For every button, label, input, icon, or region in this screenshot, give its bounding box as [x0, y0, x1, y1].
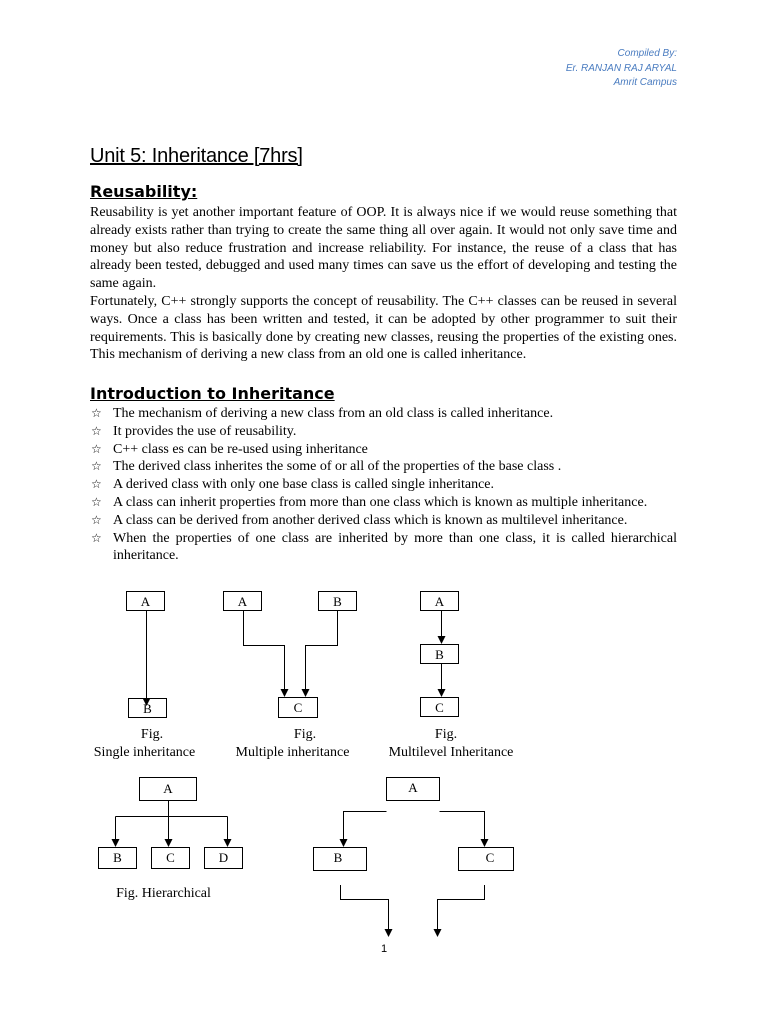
- star-outline-icon: ☆: [91, 530, 102, 545]
- reusability-paragraph-1: Reusability is yet another important feature of OOP. It is always nice if we would reuse something that already exists rather than trying to create the same thing all over again. It would not only save time and money but also reduce frustration and increase reliability. For instance, the reuse of a class that has already been tested, debugged and used many times can save us the effort of developing and testing the same again.: [90, 205, 677, 292]
- reusability-paragraph-2: Fortunately, C++ strongly supports the concept of reusability. The C++ classes can be reused in several ways. Once a class has been written and tested, it can be adopted by other programmer to suit their requirements. This is basically done by creating new classes, reusing the properties of the existing ones. This mechanism of deriving a new class from an old one is called inheritance.: [90, 293, 677, 363]
- hybrid-arrow-left: [344, 812, 387, 847]
- page-number: 1: [380, 943, 388, 955]
- hierarchical-caption: Fig. Hierarchical: [116, 886, 211, 901]
- multiple-base2-label: B: [333, 594, 342, 609]
- star-outline-icon: ☆: [91, 423, 102, 438]
- author-name: Er. RANJAN RAJ ARYAL: [565, 62, 677, 74]
- unit-title: Unit 5: Inheritance [7hrs]: [90, 145, 303, 167]
- hierarchical-base-label: A: [163, 781, 173, 796]
- single-derived-label: B: [143, 701, 152, 716]
- single-inheritance-diagram: [127, 592, 167, 718]
- list-item: ☆ C++ class es can be re-used using inheritance: [91, 441, 368, 457]
- list-item: ☆ The mechanism of deriving a new class from an old class is called inheritance.: [91, 406, 554, 421]
- compiled-by-label: Compiled By:: [617, 48, 677, 59]
- institution-name: Amrit Campus: [613, 77, 677, 88]
- multiple-base1-label: A: [237, 594, 248, 609]
- star-outline-icon: ☆: [91, 512, 102, 527]
- multiple-caption-fig: Fig.: [293, 727, 317, 742]
- star-outline-icon: ☆: [91, 459, 102, 474]
- list-item: ☆ The derived class inherites the some of or all of the properties of the base class .: [91, 459, 562, 475]
- single-caption-fig: Fig.: [140, 727, 164, 742]
- list-item: ☆ A class can be derived from another derived class which is known as multilevel inheritance.: [91, 512, 628, 528]
- star-outline-icon: ☆: [91, 494, 102, 509]
- hybrid-arrow-right: [440, 812, 485, 847]
- multiple-caption: Multiple inheritance: [235, 745, 350, 760]
- list-item: ☆ A derived class with only one base class is called single inheritance.: [91, 477, 495, 493]
- reusability-heading: Reusability:: [90, 182, 198, 201]
- list-item: ☆ It provides the use of reusability.: [91, 423, 297, 439]
- multilevel-middle-label: B: [435, 647, 444, 662]
- multiple-arrow-right: [306, 611, 338, 696]
- hybrid-arrow-from-right: [438, 885, 485, 936]
- hybrid-inheritance-diagram: [314, 778, 514, 937]
- multilevel-base-label: A: [434, 594, 445, 609]
- list-item: ☆ A class can inherit properties from more than one class which is known as multiple inheritance.: [91, 494, 648, 510]
- hybrid-base-label: A: [408, 780, 418, 795]
- hybrid-left-label: B: [333, 850, 343, 865]
- introduction-heading: Introduction to Inheritance: [90, 384, 335, 403]
- hybrid-arrow-from-left: [341, 885, 389, 936]
- multilevel-derived-label: C: [435, 700, 444, 715]
- hybrid-right-label: C: [485, 850, 495, 865]
- star-outline-icon: ☆: [91, 477, 102, 492]
- hierarchical-child-b-label: B: [113, 850, 122, 865]
- star-outline-icon: ☆: [91, 406, 102, 420]
- multiple-arrow-left: [244, 611, 285, 696]
- list-item: ☆ When the properties of one class are inherited by more than one class, it is called hierarchical inheritance.: [91, 530, 677, 564]
- multilevel-caption-fig: Fig.: [434, 727, 458, 742]
- multilevel-caption: Multilevel Inheritance: [388, 745, 514, 760]
- hierarchical-child-d-label: D: [218, 850, 229, 865]
- multiple-derived-label: C: [293, 700, 303, 715]
- star-outline-icon: ☆: [91, 441, 102, 456]
- single-base-label: A: [140, 594, 151, 609]
- hierarchical-child-c-label: C: [166, 850, 175, 865]
- multiple-inheritance-diagram: [224, 592, 357, 718]
- single-caption: Single inheritance: [93, 745, 196, 760]
